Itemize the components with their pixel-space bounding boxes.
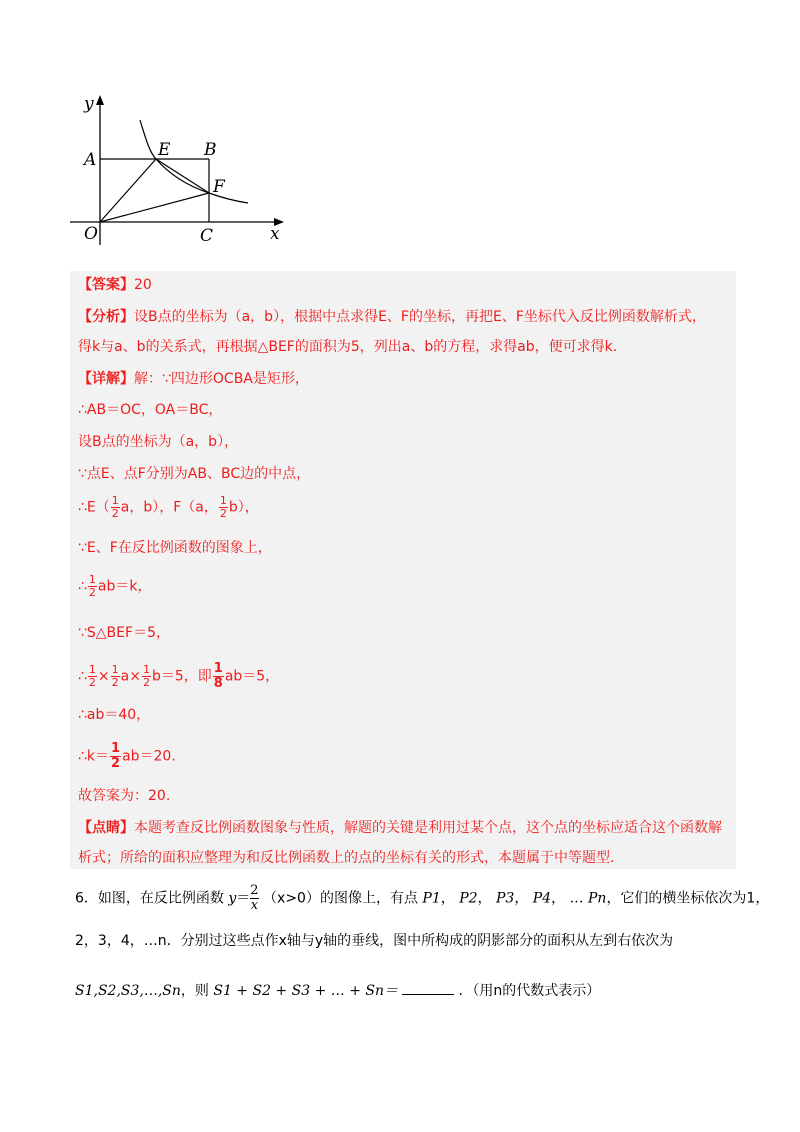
segment-ef — [156, 159, 209, 193]
frac-den: 8 — [213, 676, 223, 691]
detail-l9-a: ∴ — [78, 668, 87, 685]
comment-text-1: 本题考查反比例函数图象与性质，解题的关键是利用过某个点，这个点的坐标应适合这个函数解 — [134, 820, 722, 836]
detail-l7-a: ∴ — [78, 578, 87, 595]
frac-num: 1 — [111, 741, 121, 756]
fraction-half — [111, 664, 120, 689]
point-pn: … Pn — [569, 890, 607, 907]
question-l3-b: ，则 — [180, 983, 209, 999]
detail-line-6: ∵E、F在反比例函数的图象上， — [78, 540, 272, 556]
label-x: x — [270, 224, 280, 244]
fraction-half — [111, 495, 120, 520]
label-c: C — [200, 226, 214, 246]
func-den: x — [250, 898, 259, 913]
frac-num: 1 — [142, 663, 150, 676]
question-line-3 — [75, 980, 600, 1000]
analysis-text-1: 设B点的坐标为（a，b），根据中点求得E、F的坐标，再把E、F坐标代入反比例函数解析式， — [134, 309, 706, 325]
geometry-figure — [70, 85, 300, 250]
detail-line-4: ∵点E、点F分别为AB、BC边的中点， — [78, 466, 311, 482]
label-b: B — [204, 140, 217, 160]
question-l3-d: ．（用n的代数式表示） — [458, 983, 601, 999]
detail-l7-b: ab＝k， — [97, 578, 152, 595]
fraction-half — [142, 664, 151, 689]
fraction-half — [88, 664, 97, 689]
detail-l9-e: ab＝5， — [224, 668, 280, 685]
sep-2: ， — [477, 890, 492, 907]
question-l1-c: ，它们的横坐标依次为1， — [606, 890, 770, 907]
frac-den: 2 — [88, 586, 96, 599]
detail-line-7 — [78, 574, 152, 599]
frac-num: 1 — [88, 573, 96, 586]
detail-tag: 【详解】 — [78, 371, 134, 387]
segment-of — [100, 193, 209, 222]
detail-line-3: 设B点的坐标为（a，b）， — [78, 434, 239, 450]
comment-tag: 【点睛】 — [78, 820, 134, 836]
s-sequence: S1,S2,S3,…,Sn — [75, 983, 181, 999]
detail-l9-c: a× — [120, 668, 141, 685]
detail-line-5 — [78, 495, 259, 520]
point-p4: P4 — [532, 890, 552, 907]
answer-line — [78, 275, 152, 295]
detail-line-10: ∴ab＝40， — [78, 707, 151, 723]
frac-den: 2 — [111, 676, 119, 689]
label-a: A — [84, 150, 97, 170]
question-number: 6． — [75, 890, 98, 907]
detail-line-8: ∵S△BEF＝5， — [78, 625, 170, 641]
question-l1-a: 如图，在反比例函数 — [97, 890, 224, 907]
frac-num: 1 — [111, 494, 119, 507]
hyperbola-curve — [140, 120, 248, 203]
frac-den: 2 — [88, 676, 96, 689]
label-f: F — [213, 177, 225, 197]
question-line-1 — [75, 884, 769, 913]
fraction-half — [88, 574, 97, 599]
sep-3: ， — [514, 890, 529, 907]
analysis-tag: 【分析】 — [78, 309, 134, 325]
func-eq: ＝ — [236, 890, 251, 907]
func-y: y — [228, 890, 237, 907]
segment-oe — [100, 159, 156, 222]
detail-l9-d: b＝5，即 — [151, 668, 212, 685]
question-line-2: 2，3，4，…n．分别过这些点作x轴与y轴的垂线，图中所构成的阴影部分的面积从左到右依次为 — [75, 933, 674, 949]
detail-l11-a: ∴k＝ — [78, 748, 110, 765]
detail-l5-c: b）， — [228, 499, 259, 516]
detail-l11-b: ab＝20. — [122, 748, 176, 765]
figure-svg — [70, 85, 300, 250]
func-num: 2 — [250, 883, 259, 898]
answer-tag: 【答案】 — [78, 277, 134, 293]
frac-num: 1 — [219, 494, 227, 507]
func-fraction — [250, 884, 258, 913]
solution-box — [70, 271, 736, 869]
point-p2: P2 — [459, 890, 478, 907]
label-y: y — [84, 94, 94, 114]
detail-line-11 — [78, 742, 176, 771]
analysis-line-2: 得k与a、b的关系式，再根据△BEF的面积为5，列出a、b的方程，求得ab，便可求得k. — [78, 339, 618, 355]
comment-line-1 — [78, 818, 722, 838]
frac-den: 2 — [219, 507, 227, 520]
detail-text-1: 解：∵四边形OCBA是矩形， — [134, 371, 309, 387]
answer-value: 20 — [134, 277, 152, 293]
frac-den: 2 — [142, 676, 150, 689]
label-e: E — [158, 140, 171, 160]
fraction-eighth — [213, 662, 224, 691]
point-p1: P1 — [422, 890, 441, 907]
answer-blank[interactable] — [402, 980, 454, 995]
sep-4: ， — [551, 890, 566, 907]
frac-den: 2 — [111, 756, 121, 771]
detail-line-9 — [78, 662, 279, 691]
fraction-half-big — [110, 742, 121, 771]
question-l1-b: （x>0）的图像上，有点 — [263, 890, 418, 907]
label-o: O — [84, 224, 98, 244]
comment-line-2: 析式；所给的面积应整理为和反比例函数上的点的坐标有关的形式，本题属于中等题型. — [78, 850, 615, 866]
sep-1: ， — [440, 890, 455, 907]
s-sum: S1 + S2 + S3 + … + Sn＝ — [213, 983, 398, 999]
conclusion-line: 故答案为：20. — [78, 788, 171, 804]
detail-l5-a: ∴E（ — [78, 499, 110, 516]
frac-num: 1 — [111, 663, 119, 676]
detail-line-1 — [78, 369, 309, 389]
detail-l5-b: a，b），F（a， — [120, 499, 218, 516]
detail-l9-b: × — [97, 668, 110, 685]
detail-line-2: ∴AB＝OC，OA＝BC， — [78, 402, 223, 418]
frac-den: 2 — [111, 507, 119, 520]
y-axis-arrow — [96, 95, 104, 105]
frac-num: 1 — [213, 661, 223, 676]
fraction-half — [219, 495, 228, 520]
point-p3: P3 — [495, 890, 515, 907]
frac-num: 1 — [88, 663, 96, 676]
analysis-line-1 — [78, 307, 706, 327]
